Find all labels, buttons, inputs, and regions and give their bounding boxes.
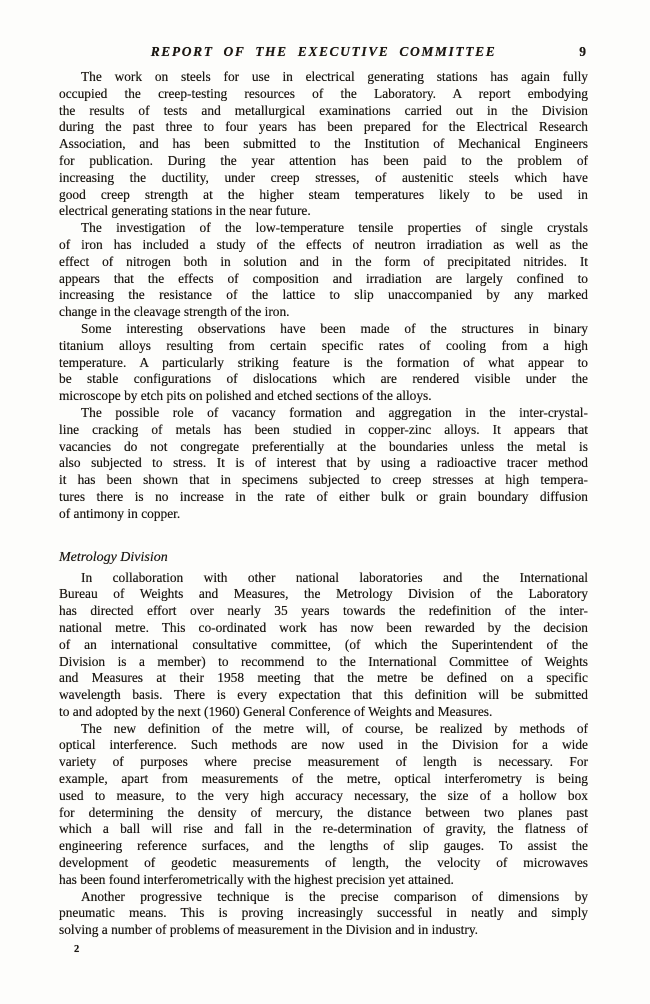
text-line: appears that the effects of composition and irradiation are largely confined to	[59, 270, 588, 286]
text-line: and Measures at their 1958 meeting that the metre be defined on a specific	[59, 670, 588, 686]
text-line: development of geodetic measurements of length, the velocity of microwaves	[59, 855, 588, 871]
text-line: to and adopted by the next (1960) General Conference of Weights and Measures.	[59, 703, 493, 719]
text-line: The investigation of the low-temperature tensile properties of single crystals	[81, 220, 588, 236]
text-line: wavelength basis. There is every expectation that this definition will be submitted	[59, 687, 588, 703]
section-heading: Metrology Division	[59, 549, 168, 565]
text-line: titanium alloys resulting from certain specific rates of cooling from a high	[59, 337, 588, 353]
text-line: Bureau of Weights and Measures, the Metrology Division of the Laboratory	[59, 586, 588, 602]
paragraph	[59, 405, 588, 523]
paragraph	[59, 220, 588, 321]
text-line: which a ball will rise and fall in the re-determination of gravity, the flatness of	[59, 821, 588, 837]
text-line: be stable configurations of dislocations which are rendered visible under the	[59, 371, 588, 387]
text-line: the results of tests and metallurgical examinations carried out in the Division	[59, 102, 588, 118]
text-line: microscope by etch pits on polished and etched sections of the alloys.	[59, 388, 432, 404]
text-line: solving a number of problems of measurement in the Division and in industry.	[59, 922, 479, 938]
text-line: tures there is no increase in the rate of either bulk or grain boundary diffusion	[59, 488, 588, 504]
text-line: Association, and has been submitted to the Institution of Mechanical Engineers	[59, 136, 588, 152]
text-line: Division is a member) to recommend to the International Committee of Weights	[59, 653, 588, 669]
text-line: used to measure, to the very high accuracy necessary, the size of a hollow box	[59, 787, 588, 803]
paragraph	[59, 321, 588, 405]
paragraph	[59, 570, 588, 721]
text-line: The possible role of vacancy formation and aggregation in the inter-crystal-	[81, 404, 588, 420]
text-line: variety of purposes where precise measurement of length is necessary. For	[59, 754, 588, 770]
text-line: electrical generating stations in the near future.	[59, 203, 311, 219]
page-title: REPORT OF THE EXECUTIVE COMMITTEE	[150, 44, 497, 59]
text-line: example, apart from measurements of the metre, optical interferometry is being	[59, 771, 588, 787]
text-line: has been found interferometrically with the highest precision yet attained.	[59, 871, 454, 887]
text-line: The new definition of the metre will, of course, be realized by methods of	[81, 720, 588, 736]
text-line: national metre. This co-ordinated work has now been rewarded by the decision	[59, 619, 588, 635]
text-line: for publication. During the year attention has been paid to the problem of	[59, 152, 588, 168]
text-line: during the past three to four years has been prepared for the Electrical Research	[59, 119, 588, 135]
text-line: The work on steels for use in electrical generating stations has again fully	[81, 69, 588, 84]
paragraph	[59, 889, 588, 939]
text-line: optical interference. Such methods are now used in the Division for a wide	[59, 737, 588, 753]
paragraph	[59, 721, 588, 889]
text-line: it has been shown that in specimens subjected to creep stresses at high tempera-	[59, 472, 588, 488]
text-line: pneumatic means. This is proving increasingly successful in neatly and simply	[59, 905, 588, 921]
page-header	[59, 43, 588, 60]
text-line: temperature. A particularly striking feature is the formation of what appear to	[59, 354, 588, 370]
text-line: line cracking of metals has been studied in copper-zinc alloys. It appears that	[59, 421, 588, 437]
text-line: for determining the density of mercury, the distance between two planes past	[59, 804, 588, 820]
text-line: occupied the creep-testing resources of the Laboratory. A report embodying	[59, 85, 588, 101]
text-line: increasing the ductility, under creep stresses, of austenitic steels which have	[59, 169, 588, 185]
text-line: of iron has included a study of the effects of neutron irradiation as well as the	[59, 236, 588, 252]
page-number: 9	[579, 44, 586, 59]
paragraph	[59, 69, 588, 220]
document-body	[59, 69, 588, 939]
text-line: In collaboration with other national laboratories and the International	[81, 569, 588, 585]
text-line: engineering reference surfaces, and the lengths of slip gauges. To assist the	[59, 838, 588, 854]
text-line: increasing the resistance of the lattice to slip unaccompanied by any marked	[59, 287, 588, 303]
text-line: change in the cleavage strength of the iron.	[59, 304, 290, 320]
text-line: vacancies do not congregate preferentially at the boundaries unless the metal is	[59, 438, 588, 454]
text-line: of antimony in copper.	[59, 505, 181, 521]
text-line: also subjected to stress. It is of interest that by using a radioactive tracer method	[59, 455, 588, 471]
text-line: good creep strength at the higher steam temperatures likely to be used in	[59, 186, 588, 202]
signature-mark: 2	[74, 944, 80, 956]
text-line: effect of nitrogen both in solution and in the form of precipitated nitrides. It	[59, 253, 588, 269]
text-line: has directed effort over nearly 35 years towards the redefinition of the inter-	[59, 603, 588, 619]
text-line: Some interesting observations have been made of the structures in binary	[81, 320, 588, 336]
text-line: Another progressive technique is the precise comparison of dimensions by	[81, 888, 588, 904]
text-line: of an international consultative committee, (of which the Superintendent of the	[59, 636, 588, 652]
